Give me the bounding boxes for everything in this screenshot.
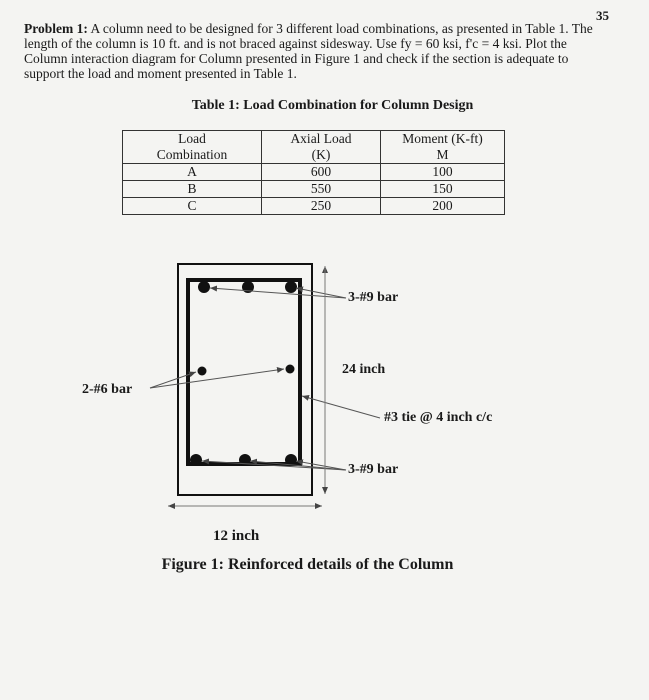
side-bar-left xyxy=(198,367,207,376)
table-cell: A xyxy=(123,164,262,181)
problem-text: A column need to be designed for 3 different load combinations, as presented in Table 1. The length of the column is 10 ft. and is not braced against sidesway. Use fy = 60 ksi, f'c = 4 ksi. Plot the Column interaction diagram for Column presented in Figure 1 and check if the section is adequate to support the load and moment presented in Table 1. xyxy=(24,21,593,81)
label-top-bars: 3-#9 bar xyxy=(348,290,399,305)
label-height: 24 inch xyxy=(342,362,386,377)
header-line: (K) xyxy=(311,147,331,162)
side-bar-right xyxy=(286,365,295,374)
label-side-bars: 2-#6 bar xyxy=(82,382,133,397)
top-bar-left xyxy=(198,281,210,293)
top-bar-right xyxy=(285,281,297,293)
page-number: 35 xyxy=(596,8,609,23)
table-cell: 200 xyxy=(381,198,505,215)
header-line: Axial Load xyxy=(290,131,352,146)
table-cell: C xyxy=(123,198,262,215)
leader-top-bars xyxy=(210,288,346,298)
table-title: Table 1: Load Combination for Column Design xyxy=(191,98,474,113)
header-line: Moment (K-ft) xyxy=(402,131,483,146)
table-cell: B xyxy=(123,181,262,198)
leader-side-bars xyxy=(150,369,284,388)
table-cell: 100 xyxy=(381,164,505,181)
label-tie: #3 tie @ 4 inch c/c xyxy=(384,410,493,425)
label-width: 12 inch xyxy=(213,528,260,544)
bottom-bar-left xyxy=(190,454,202,466)
header-line: Load xyxy=(178,131,206,146)
table-cell: 550 xyxy=(262,181,381,198)
header-line: M xyxy=(436,147,449,162)
table-cell: 600 xyxy=(262,164,381,181)
problem-label: Problem 1: xyxy=(24,21,88,36)
header-line: Combination xyxy=(156,147,228,162)
table-cell: 150 xyxy=(381,181,505,198)
figure-caption: Figure 1: Reinforced details of the Column xyxy=(161,556,454,573)
table-cell: 250 xyxy=(262,198,381,215)
label-bottom-bars: 3-#9 bar xyxy=(348,462,399,477)
leader-tie xyxy=(302,396,380,418)
